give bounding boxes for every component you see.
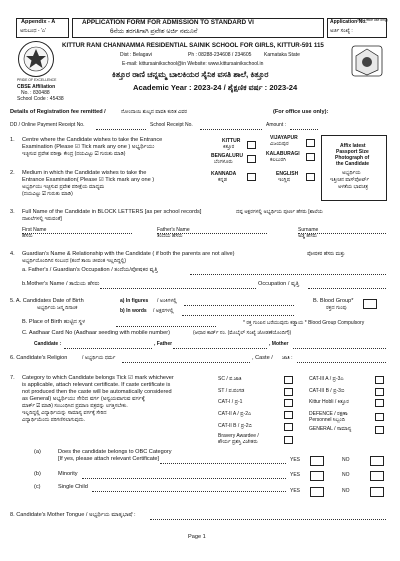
aadhaar-label-kn: (ಆಧಾರ ಕಾರ್ಡ್ ನಂ. (ಮೊಬೈಲ್ ಸಂಖ್ಯೆ ಜೋಡಣೆಯೊಂದಿಗೆ)) [193, 330, 292, 336]
mother-occupation-label: Occupation / ವೃತ್ತಿ [258, 281, 300, 287]
aadhaar-father-label: , Father [154, 341, 173, 347]
dob-label-kn: ಅಭ್ಯರ್ಥಿಯ ಜನ್ಮ ದಿನಾಂಕ [37, 305, 78, 311]
q7a-no-checkbox[interactable] [370, 456, 384, 466]
school-district: Dist : Belagavi [120, 52, 152, 58]
q7b-leader [82, 478, 286, 479]
aadhaar-father-field[interactable] [173, 348, 267, 349]
q7a-yes-label: YES [290, 457, 301, 463]
q7a-leader [160, 463, 286, 464]
surname-field[interactable] [298, 233, 386, 234]
centre-kalaburagi-label: KALABURAGI [266, 151, 300, 157]
q7-text-5: ಮಾರ್ಕ್ ☑ ಮಾಡಿ) ಸಂಬಂಧಿಸಿದ ಪ್ರಮಾಣ ಪತ್ರವನ್ನು ಲಗತ್ತಿಸಬೇಕು. [22, 403, 128, 409]
centre-vijayapur-label: VIJAYAPUR [270, 135, 298, 141]
appendix-label-kn: ಅನುಬಂಧ - 'ಎ' [20, 28, 47, 34]
dd-receipt-field[interactable] [96, 129, 146, 130]
first-name-label-kn: ಹೆಸರು [22, 233, 33, 239]
q7a-marker: (a) [34, 449, 41, 455]
q2-text-1: Medium in which the Candidate wishes to take the [22, 170, 147, 176]
centre-kittur-label: KITTUR [222, 138, 241, 144]
birth-place-label: B. Place of Birth ಹುಟ್ಟಿದ ಸ್ಥಳ [22, 319, 86, 325]
fathers-name-label-kn: ತಂದೆಯ ಹೆಸರು [157, 233, 183, 239]
q7b-yes-label: YES [290, 472, 301, 478]
first-name-field[interactable] [22, 233, 132, 234]
q2-text-4: (ದಯವಿಟ್ಟು ☑ ಗುರುತು ಮಾಡಿ) [22, 191, 73, 197]
registration-heading-kn: ನೋಂದಾಯಿ ಶುಲ್ಕದ ಪಾವತಿ ಕುರಿತ ವಿವರ [121, 109, 188, 115]
q7b-text: Minority [58, 471, 78, 477]
centre-kittur-checkbox[interactable] [247, 141, 256, 149]
logo-motto: PRIDE OF EXCELLENCE [17, 78, 57, 82]
category-defence-checkbox[interactable] [375, 413, 384, 421]
medium-english-label-kn: ಇಂಗ್ಲಿಷ [278, 177, 291, 183]
mother-tongue-label: 8. Candidate's Mother Tongue / ಅಭ್ಯರ್ಥಿಯ ಮಾತೃಭಾಷೆ : [10, 512, 136, 518]
q7a-yes-checkbox[interactable] [310, 456, 324, 466]
q7b-yes-checkbox[interactable] [310, 471, 324, 481]
mother-name-label: b.Mother's Name / ತಾಯಿಯ ಹೆಸರು [22, 281, 100, 287]
mother-tongue-field[interactable] [150, 519, 386, 520]
centre-bengaluru-checkbox[interactable] [247, 155, 256, 163]
q7-text-4: as General) ಅಭ್ಯರ್ಥಿಯು ಸೇರಿದ ವರ್ಗ (ಅನ್ವಯವಾಗುವ ವರ್ಗಕ್ಕೆ [22, 396, 145, 402]
form-title: APPLICATION FORM FOR ADMISSION TO STANDARD VI [82, 19, 254, 26]
q7c-yes-label: YES [290, 488, 301, 494]
mother-occupation-field[interactable] [308, 288, 386, 289]
dob-words-field[interactable] [182, 315, 294, 316]
q7-text-7: ವಿದ್ಯಾರ್ಥಿಯೆಂದು ಪರಿಗಣಿಸಲಾಗುವುದು. [22, 417, 86, 423]
fathers-name-field[interactable] [157, 233, 267, 234]
school-name-kn: ಕಿತ್ತೂರ ರಾಣಿ ಚನ್ನಮ್ಮ ಬಾಲಕಿಯರ ಸೈನಿಕ ವಸತಿ ಶಾಲೆ, ಕಿತ್ತೂರ [112, 70, 269, 79]
registration-heading: Details of Registration fee remitted / [10, 109, 106, 115]
dob-label: 5. A. Candidates Date of Birth [10, 298, 84, 304]
q1-text-1: Centre where the Candidate wishes to take the Entrance [22, 137, 163, 143]
application-number-label: Application No. [330, 19, 367, 25]
aadhaar-mother-field[interactable] [293, 348, 386, 349]
medium-kannada-checkbox[interactable] [247, 173, 256, 181]
school-email-website: E-mail: kittursainikschool@in Website: www.kittursainikschool.in [122, 61, 264, 67]
q7c-marker: (c) [34, 484, 41, 490]
category-defence-label-2: Personnel ಸಿಬ್ಬಂದಿ [309, 417, 345, 423]
q4-text-kn: ಪೋಷಕರ ಹೆಸರು ಮತ್ತು [307, 251, 346, 257]
blood-group-compulsory: * ರಕ್ತ ಗುಂಪಿನ ಬರೆಯುವುದು ಕಡ್ಡಾಯ * Blood Group Compulsory [243, 320, 365, 326]
dob-words-label-kn: / ಅಕ್ಷರಗಳಲ್ಲಿ [153, 308, 174, 314]
q3-text-kn-2: ದಾಖಲೆಗಳಲ್ಲಿ ಇರುವಂತೆ] [22, 216, 62, 222]
birth-place-field[interactable] [116, 326, 216, 327]
q3-text: Full Name of the Candidate in BLOCK LETTERS [as per school records] [22, 209, 202, 215]
q2-text-2: Entrance Examination( Please ☑ Tick mark any one ) [22, 177, 155, 183]
centre-kalaburagi-checkbox[interactable] [306, 153, 315, 161]
q1-text-3: ಇಚ್ಛಿಸುವ ಪ್ರವೇಶ ಪರೀಕ್ಷಾ ಕೇಂದ್ರ (ದಯವಿಟ್ಟು ☑ ಗುರುತು ಮಾಡಿ) [22, 151, 126, 157]
category-bravery-checkbox[interactable] [284, 436, 293, 444]
category-cat2b-checkbox[interactable] [284, 423, 293, 431]
category-cat1-checkbox[interactable] [284, 399, 293, 407]
amount-label: Amount : [266, 122, 287, 128]
medium-kannada-label-kn: ಕನ್ನಡ [218, 177, 227, 183]
page-number: Page 1 [188, 534, 206, 540]
q7a-no-label: NO [342, 457, 350, 463]
caste-field[interactable] [297, 362, 386, 363]
dd-receipt-label: DD / Online Payment Receipt No. [10, 122, 85, 128]
category-cat2a-label: CAT-II A / ಪ್ರ-2ಎ [218, 411, 252, 417]
mother-name-field[interactable] [100, 288, 256, 289]
office-use-note: (For Office use only) [357, 18, 388, 22]
q7-text-2: is applicable, attach relevant certificate. If caste certificate is [22, 382, 171, 388]
category-defence-label: DEFENCE / ರಕ್ಷಣಾ [309, 411, 348, 417]
q7c-no-label: NO [342, 488, 350, 494]
centre-kittur-label-kn: ಕಿತ್ತೂರ [223, 144, 235, 150]
centre-vijayapur-checkbox[interactable] [306, 139, 315, 147]
category-bravery-label-kn: ಶೌರ್ಯ ಪ್ರಶಸ್ತಿ ವಿಜೇತರು [218, 439, 258, 445]
centre-bengaluru-label-kn: ಬೆಂಗಳೂರು [214, 159, 233, 165]
centre-bengaluru-label: BENGALURU [211, 153, 243, 159]
q7-text-6: ಇಲ್ಲದಿದ್ದಲ್ಲಿ ವಿದ್ಯಾರ್ಥಿಯನ್ನು ಸಾಮಾನ್ಯ ವರ್ಗಕ್ಕೆ ಸೇರಿದ [22, 410, 107, 416]
academic-year: Academic Year : 2023-24 / ಶೈಕ್ಷಣಿಕ ವರ್ಷ : 2023-24 [133, 83, 298, 92]
category-sc-label: SC / ಪ.ಜಾತಿ [218, 376, 242, 382]
first-name-label: First Name [22, 227, 47, 233]
medium-kannada-label: KANNADA [211, 171, 237, 177]
category-kittur-hobli-checkbox[interactable] [375, 399, 384, 407]
fathers-name-label: Father's Name [157, 227, 190, 233]
registration-office-use: (For office use only): [273, 109, 329, 115]
q7c-text: Single Child [58, 484, 88, 490]
category-kittur-hobli-label: Kittur Hobli / ಕಿತ್ತೂರ [309, 399, 349, 405]
aadhaar-mother-label: , Mother [269, 341, 289, 347]
amount-field[interactable] [290, 129, 318, 130]
blood-group-label: B. Blood Group* [313, 298, 354, 304]
form-title-kn: 6ನೆಯ ತರಗತಿಗಾಗಿ ಪ್ರವೇಶ ಅರ್ಜಿ ನಮೂನೆ [110, 28, 198, 35]
q4-text-kn-2: ಅಭ್ಯರ್ಥಿಯೊಂದಿಗಿನ ಸಂಬಂಧ (ತಂದೆ ತಾಯಿ ಜೀವಂತ ಇಲ್ಲದಿದ್ದಲ್ಲಿ) [22, 258, 127, 264]
dob-words-label: b) In words [120, 308, 147, 314]
q7a-text: Does the candidate belongs to OBC Category [58, 449, 172, 455]
q7a-text-2: [If yes, please attach relevant Certificate] [58, 456, 160, 462]
religion-label: 6. Candidate's Religion [10, 355, 68, 361]
q7-number: 7. [10, 375, 15, 381]
q7b-no-label: NO [342, 472, 350, 478]
religion-field[interactable] [122, 362, 250, 363]
photo-line-kn-3: ಅಳತೆಯ ಭಾವಚಿತ್ರ [338, 184, 369, 190]
blood-group-box[interactable] [363, 299, 377, 309]
category-cat3a-checkbox[interactable] [375, 376, 384, 384]
category-cat3b-label: CAT-III B / ಪ್ರ-3ಬಿ [309, 388, 345, 394]
surname-label-kn: ಅಡ್ಡ ಹೆಸರು [298, 233, 317, 239]
q7-text-3: not produced then the caste will be automatically considered [22, 389, 172, 395]
centre-vijayapur-label-kn: ವಿಜಯಪುರ [270, 141, 289, 147]
photo-line-4: the Candidate [336, 161, 370, 167]
father-occupation-label: a. Father's / Guardian's Occupation / ತಂದೆಯ/ಪೋಷಕರ ವೃತ್ತಿ [22, 267, 158, 273]
medium-english-checkbox[interactable] [306, 173, 315, 181]
caste-label-kn: ಜಾತಿ : [282, 355, 293, 361]
father-occupation-field[interactable] [190, 274, 386, 275]
school-state: Karnataka State [264, 52, 300, 58]
school-name: KITTUR RANI CHANNAMMA RESIDENTIAL SAINIK SCHOOL FOR GIRLS, KITTUR-591 115 [62, 42, 324, 49]
blood-group-label-kn: ರಕ್ತದ ಗುಂಪು [326, 305, 347, 311]
caste-label: , Caste / [252, 355, 273, 361]
application-number-label-kn: ಅರ್ಜಿ ಸಂಖ್ಯೆ : [330, 28, 353, 34]
school-logo [17, 40, 55, 78]
q4-text: Guardian's Name & Relationship with the Candidate ( if both the parents are not alive) [22, 251, 235, 257]
cbse-affiliation: CBSE Affiliation [17, 84, 56, 90]
q4-number: 4. [10, 251, 15, 257]
school-phone: Ph : 08288-234608 / 234605 [188, 52, 252, 58]
q7c-yes-checkbox[interactable] [310, 487, 324, 497]
q2-text-3: ಅಭ್ಯರ್ಥಿಯು ಇಚ್ಛಿಸುವ ಪ್ರವೇಶ ಪರೀಕ್ಷೆಯ ಮಾಧ್ಯಮ [22, 184, 105, 190]
q7b-marker: (b) [34, 471, 41, 477]
category-general-checkbox[interactable] [375, 426, 384, 434]
q7-text-1: Category to which Candidate belongs Tick ☑ mark whichever [22, 375, 174, 381]
category-st-label: ST / ಪ.ಪಂಗಡ [218, 388, 245, 394]
q1-number: 1. [10, 137, 15, 143]
school-receipt-label: School Receipt No. [150, 122, 193, 128]
religion-label-kn: / ಅಭ್ಯರ್ಥಿಯ ಧರ್ಮ [82, 355, 116, 361]
q7b-no-checkbox[interactable] [370, 471, 384, 481]
category-cat2b-label: CAT-II B / ಪ್ರ-2ಬಿ [218, 423, 252, 429]
category-st-checkbox[interactable] [284, 388, 293, 396]
appendix-label: Appendix - A [21, 19, 56, 25]
photo-line-kn-1: ಅಭ್ಯರ್ಥಿಯ [342, 170, 361, 176]
q1-text-2: Examination (Please ☑ Tick mark any one ) ಅಭ್ಯರ್ಥಿಯು [22, 144, 155, 150]
category-sc-checkbox[interactable] [284, 376, 293, 384]
aadhaar-candidate-field[interactable] [64, 348, 152, 349]
category-cat3b-checkbox[interactable] [375, 388, 384, 396]
school-code: School Code : 45438 [17, 96, 64, 102]
photo-line-2: Passport Size [336, 149, 369, 155]
category-cat1-label: CAT-I / ಪ್ರ-1 [218, 399, 243, 405]
category-cat2a-checkbox[interactable] [284, 411, 293, 419]
photo-line-kn-2: ಇತ್ತೀಚಿನ ಪಾಸ್‌ಪೋರ್ಟ್ [330, 177, 370, 183]
q3-text-kn: ದಪ್ಪ ಅಕ್ಷರಗಳಲ್ಲಿ ಅಭ್ಯರ್ಥಿಯ ಪೂರ್ಣ ಹೆಸರು [ಶಾಲೆಯ [236, 209, 323, 215]
cbse-number: No. : 830488 [21, 90, 50, 96]
school-receipt-field[interactable] [200, 129, 262, 130]
school-emblem-right [350, 44, 384, 78]
dob-figures-label-kn: / ಅಂಕಿಗಳಲ್ಲಿ [157, 298, 177, 304]
q7c-leader [92, 491, 286, 492]
aadhaar-label: C. Aadhaar Card No (Aadhaar seeding with mobile number) [22, 330, 171, 336]
photo-line-3: Photograph of [335, 155, 370, 161]
centre-kalaburagi-label-kn: ಕಲಬುರಗಿ [270, 157, 286, 163]
category-cat3a-label: CAT-III A / ಪ್ರ-3ಎ [309, 376, 344, 382]
q3-number: 3. [10, 209, 15, 215]
medium-english-label: ENGLISH [276, 171, 299, 177]
photo-line-1: Affix latest [340, 143, 366, 149]
q2-number: 2. [10, 170, 15, 176]
category-general-label: GENERAL / ಸಾಮಾನ್ಯ [309, 426, 352, 432]
category-bravery-label: Bravery Awardee / [218, 433, 259, 439]
dob-figures-label: a) In figures [120, 298, 149, 304]
surname-label: Surname [298, 227, 319, 233]
dob-figures-field[interactable] [184, 305, 294, 306]
aadhaar-candidate-label: Candidate : [34, 341, 62, 347]
q7c-no-checkbox[interactable] [370, 487, 384, 497]
